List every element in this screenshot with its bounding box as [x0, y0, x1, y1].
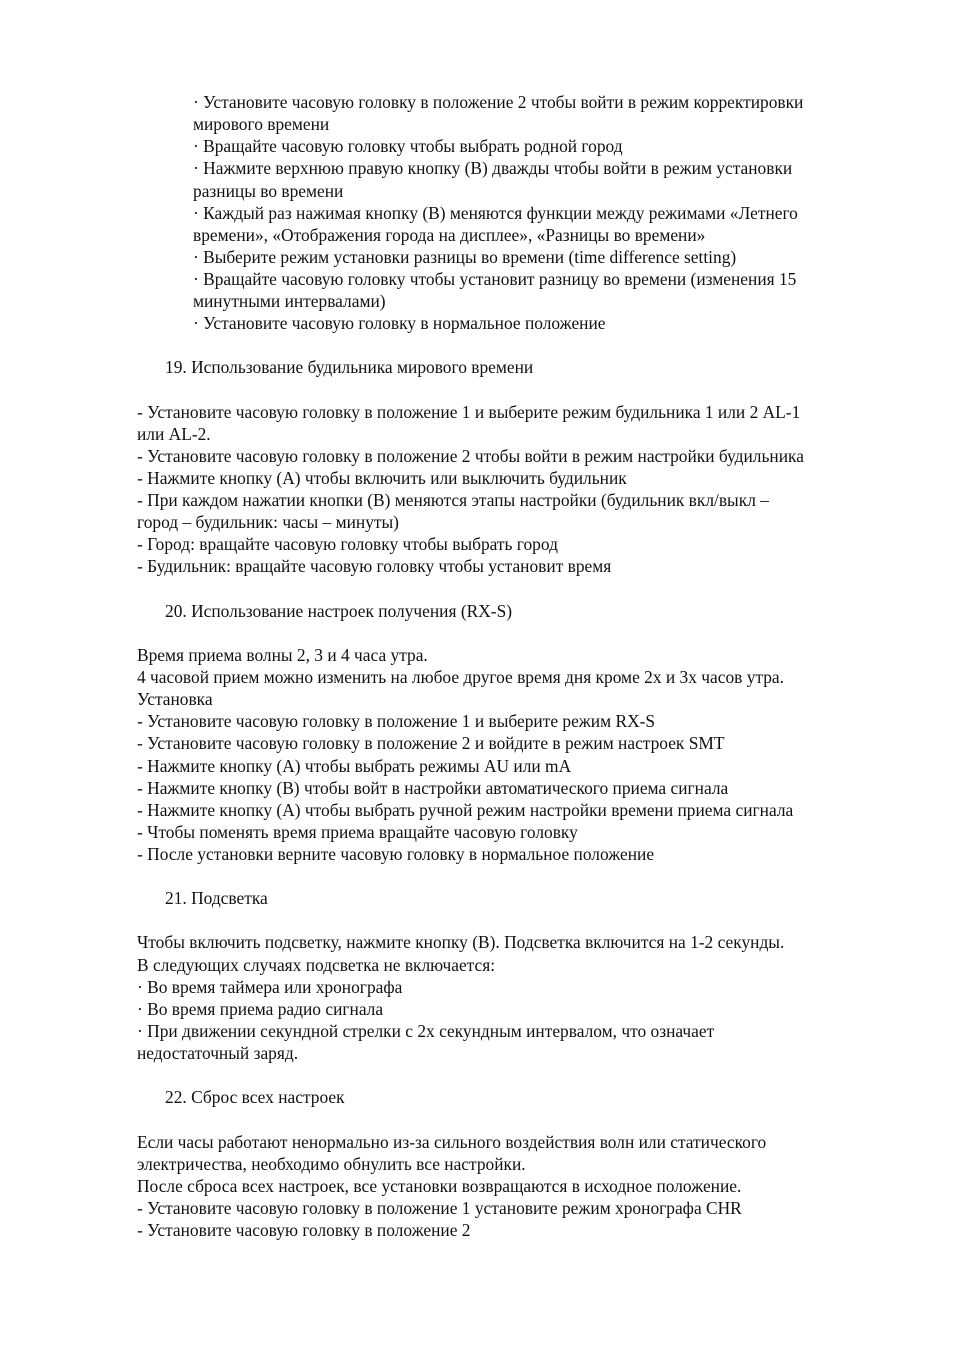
section-20-line: 4 часовой прием можно изменить на любое другое время дня кроме 2х и 3х часов утра.	[137, 667, 784, 687]
section-20-line: Установка	[137, 689, 213, 709]
section-22-line: - Установите часовую головку в положение 1 установите режим хронографа CHR	[137, 1198, 742, 1218]
section-20-line: - Нажмите кнопку (B) чтобы войт в настройки автоматического приема сигнала	[137, 778, 729, 798]
section-19-line: - Установите часовую головку в положение 1 и выберите режим будильника 1 или 2 AL-1	[137, 402, 801, 422]
section-22-line: электричества, необходимо обнулить все настройки.	[137, 1154, 526, 1174]
section-19-line: - Установите часовую головку в положение 2 чтобы войти в режим настройки будильника	[137, 446, 804, 466]
section-19-line: город – будильник: часы – минуты)	[137, 512, 399, 532]
section-19-line: или AL-2.	[137, 424, 211, 444]
section-heading-22: 22. Сброс всех настроек	[165, 1087, 345, 1107]
section-20-line: - Нажмите кнопку (A) чтобы выбрать ручной режим настройки времени приема сигнала	[137, 800, 794, 820]
section-20-line: - Установите часовую головку в положение 2 и войдите в режим настроек SMT	[137, 733, 725, 753]
section-21-line: Чтобы включить подсветку, нажмите кнопку (B). Подсветка включится на 1-2 секунды.	[137, 932, 785, 952]
section-heading-20: 20. Использование настроек получения (RX-S)	[165, 601, 513, 621]
intro-line: · Каждый раз нажимая кнопку (B) меняются функции между режимами «Летнего	[193, 203, 798, 223]
section-heading-19: 19. Использование будильника мирового времени	[165, 357, 534, 377]
section-20-line: Время приема волны 2, 3 и 4 часа утра.	[137, 645, 428, 665]
section-19-line: - Нажмите кнопку (A) чтобы включить или выключить будильник	[137, 468, 627, 488]
section-21-line: недостаточный заряд.	[137, 1043, 299, 1063]
section-20-line: - После установки верните часовую головку в нормальное положение	[137, 844, 655, 864]
intro-line: минутными интервалами)	[193, 291, 386, 311]
intro-line: разницы во времени	[193, 181, 344, 201]
intro-line: · Установите часовую головку в нормальное положение	[193, 313, 606, 333]
intro-line: · Нажмите верхнюю правую кнопку (B) дважды чтобы войти в режим установки	[193, 158, 793, 178]
section-21-line: · Во время таймера или хронографа	[137, 977, 403, 997]
section-20-line: - Чтобы поменять время приема вращайте часовую головку	[137, 822, 578, 842]
section-19-line: - Будильник: вращайте часовую головку чтобы установит время	[137, 556, 612, 576]
section-22-line: - Установите часовую головку в положение 2	[137, 1220, 471, 1240]
intro-line: мирового времени	[193, 114, 330, 134]
section-heading-21: 21. Подсветка	[165, 888, 268, 908]
section-21-line: · При движении секундной стрелки с 2х секундным интервалом, что означает	[137, 1021, 715, 1041]
section-21-line: · Во время приема радио сигнала	[137, 999, 384, 1019]
section-21-line: В следующих случаях подсветка не включается:	[137, 955, 496, 975]
intro-line: · Вращайте часовую головку чтобы установит разницу во времени (изменения 15	[193, 269, 797, 289]
intro-line: времени», «Отображения города на дисплее», «Разницы во времени»	[193, 225, 706, 245]
section-19-line: - Город: вращайте часовую головку чтобы выбрать город	[137, 534, 558, 554]
section-19-line: - При каждом нажатии кнопки (B) меняются этапы настройки (будильник вкл/выкл –	[137, 490, 769, 510]
section-22-line: Если часы работают ненормально из-за сильного воздействия волн или статического	[137, 1132, 767, 1152]
intro-line: · Установите часовую головку в положение 2 чтобы войти в режим корректировки	[193, 92, 804, 112]
section-20-line: - Нажмите кнопку (A) чтобы выбрать режимы AU или mA	[137, 756, 572, 776]
section-22-line: После сброса всех настроек, все установки возвращаются в исходное положение.	[137, 1176, 742, 1196]
intro-line: · Выберите режим установки разницы во времени (time difference setting)	[193, 247, 737, 267]
section-20-line: - Установите часовую головку в положение 1 и выберите режим RX-S	[137, 711, 656, 731]
intro-line: · Вращайте часовую головку чтобы выбрать родной город	[193, 136, 623, 156]
